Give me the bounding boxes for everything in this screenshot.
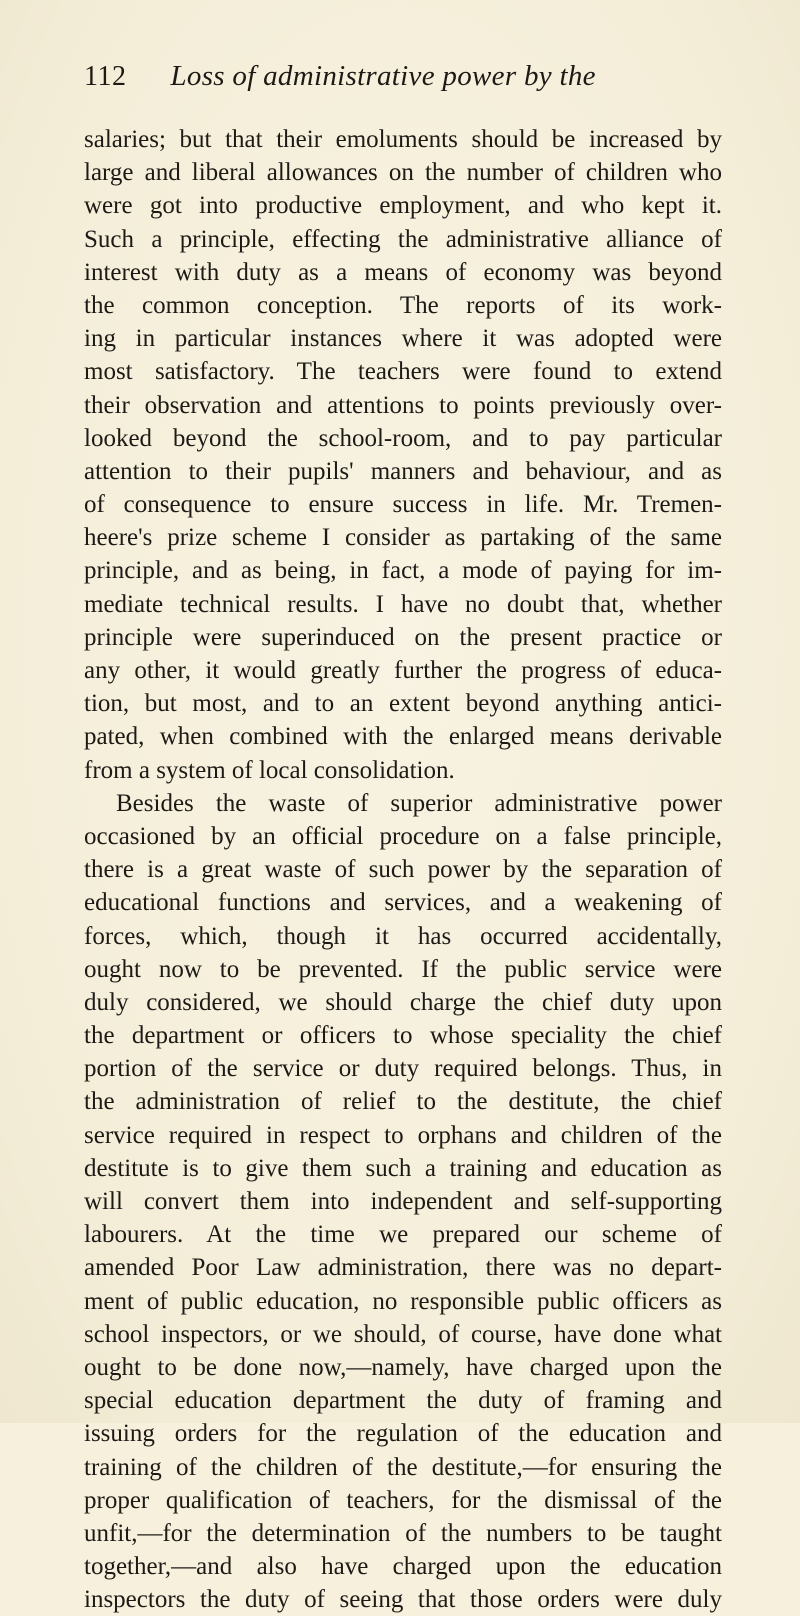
text-line: mediate technical results. I have no doubt that, whether (84, 590, 722, 618)
text-line: ought now to be prevented. If the public service were (84, 955, 722, 983)
text-line: looked beyond the school-room, and to pay particular (84, 424, 722, 452)
text-line: tion, but most, and to an extent beyond anything antici- (84, 690, 722, 718)
text-line: inspectors the duty of seeing that those orders were duly (84, 1586, 722, 1614)
text-line: Such a principle, effecting the administrative alliance of (84, 225, 722, 253)
running-head: Loss of administrative power by the (170, 60, 596, 92)
text-line: unfit,—for the determination of the numbers to be taught (84, 1519, 722, 1547)
text-line: heere's prize scheme I consider as partaking of the same (84, 524, 722, 552)
text-line: their observation and attentions to points previously over- (84, 391, 722, 419)
text-line: ment of public education, no responsible public officers as (84, 1287, 722, 1315)
text-line: were got into productive employment, and who kept it. (84, 192, 722, 220)
text-line: will convert them into independent and self-supporting (84, 1188, 722, 1215)
text-line: destitute is to give them such a training and education as (84, 1154, 722, 1182)
text-line: attention to their pupils' manners and behaviour, and as (84, 457, 722, 485)
text-line: principle were superinduced on the present practice or (84, 623, 722, 651)
text-line: service required in respect to orphans and children of the (84, 1121, 722, 1149)
page-number: 112 (84, 61, 127, 92)
text-line: portion of the service or duty required belongs. Thus, in (84, 1055, 722, 1083)
text-line: the administration of relief to the destitute, the chief (84, 1088, 722, 1116)
text-line: of consequence to ensure success in life. Mr. Tremen- (84, 491, 722, 519)
text-line: principle, and as being, in fact, a mode of paying for im- (84, 557, 722, 585)
text-line: pated, when combined with the enlarged means derivable (84, 723, 722, 751)
text-line: training of the children of the destitute,—for ensuring the (84, 1453, 722, 1481)
text-line: ought to be done now,—namely, have charged upon the (84, 1353, 722, 1381)
text-line: special education department the duty of framing and (84, 1387, 722, 1415)
page-header (84, 60, 720, 100)
text-line: Besides the waste of superior administrative power (116, 789, 722, 817)
text-line: ing in particular instances where it was adopted were (84, 325, 722, 353)
text-line: large and liberal allowances on the number of children who (84, 159, 722, 187)
text-line: any other, it would greatly further the progress of educa- (84, 657, 722, 684)
text-line: amended Poor Law administration, there was no depart- (84, 1254, 722, 1282)
text-line: the department or officers to whose speciality the chief (84, 1022, 722, 1050)
text-line: labourers. At the time we prepared our scheme of (84, 1221, 722, 1249)
text-line: educational functions and services, and a weakening of (84, 889, 722, 917)
text-line: most satisfactory. The teachers were found to extend (84, 358, 722, 386)
text-line: from a system of local consolidation. (84, 756, 455, 784)
text-line: the common conception. The reports of its work- (84, 291, 722, 319)
text-line: duly considered, we should charge the chief duty upon (84, 988, 722, 1016)
text-line: salaries; but that their emoluments should be increased by (84, 126, 722, 153)
text-line: proper qualification of teachers, for the dismissal of the (84, 1486, 722, 1514)
text-line: interest with duty as a means of economy was beyond (84, 258, 722, 286)
text-line: issuing orders for the regulation of the education and (84, 1420, 722, 1448)
text-line: school inspectors, or we should, of course, have done what (84, 1320, 722, 1348)
text-line: there is a great waste of such power by the separation of (84, 856, 722, 884)
text-line: together,—and also have charged upon the education (84, 1553, 722, 1581)
body-text (84, 123, 722, 1616)
text-line: occasioned by an official procedure on a false principle, (84, 822, 722, 850)
text-line: forces, which, though it has occurred accidentally, (84, 922, 722, 950)
